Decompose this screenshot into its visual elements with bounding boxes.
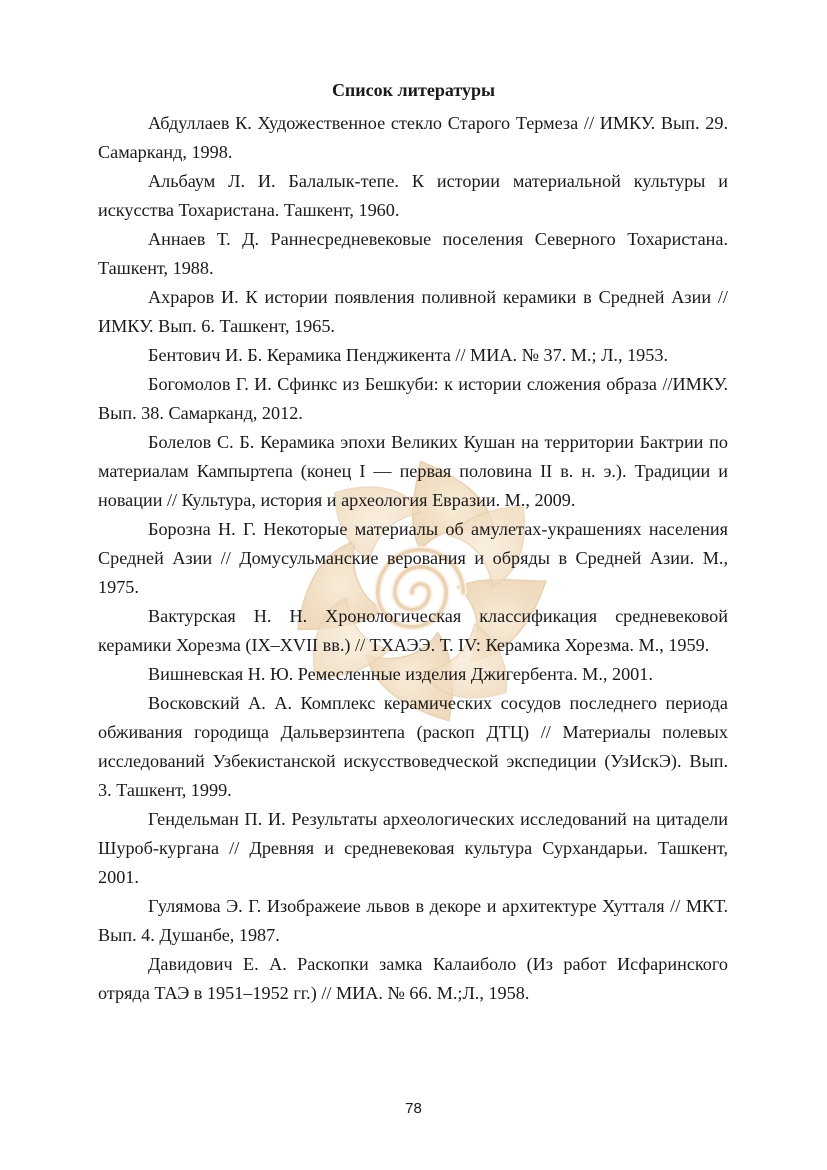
reference-item: Абдуллаев К. Художественное стекло Старого Термеза // ИМКУ. Вып. 29. Самарканд, 1998. — [98, 113, 728, 162]
reference-item: Гендельман П. И. Результаты археологических исследований на цитадели Шуроб-кургана // Древняя и средневековая культура Сурхандарьи. Ташкент, 2001. — [98, 809, 728, 887]
reference-item: Богомолов Г. И. Сфинкс из Бешкуби: к истории сложения образа //ИМКУ. Вып. 38. Самарканд, 2012. — [98, 374, 728, 423]
reference-item: Альбаум Л. И. Балалык-тепе. К истории материальной культуры и искусства Тохаристана. Ташкент, 1960. — [98, 171, 728, 220]
reference-item: Болелов С. Б. Керамика эпохи Великих Кушан на территории Бактрии по материалам Кампыртепа (конец I — первая половина II в. н. э.). Традиции и новации // Культура, история и археология Евразии. М., 2009. — [98, 432, 728, 510]
reference-item: Вактурская Н. Н. Хронологическая классификация средневековой керамики Хорезма (IX–XVII вв.) // ТХАЭЭ. Т. IV: Керамика Хорезма. М., 1959. — [98, 606, 728, 655]
reference-item: Аннаев Т. Д. Раннесредневековые поселения Северного Тохаристана. Ташкент, 1988. — [98, 229, 728, 278]
reference-item: Гулямова Э. Г. Изображеие львов в декоре и архитектуре Хутталя // МКТ. Вып. 4. Душанбе, 1987. — [98, 896, 728, 945]
reference-list — [98, 109, 728, 1008]
reference-item: Бентович И. Б. Керамика Пенджикента // МИА. № 37. М.; Л., 1953. — [148, 345, 668, 365]
bibliography-title: Список литературы — [331, 80, 496, 100]
reference-item: Восковский А. А. Комплекс керамических сосудов последнего периода обживания городища Дальверзинтепа (раскоп ДТЦ) // Материалы полевых исследований Узбекистанской искусствоведческой экспедиции (УзИскЭ). Вып. 3. Ташкент, 1999. — [98, 693, 728, 800]
reference-item: Борозна Н. Г. Некоторые материалы об амулетах-украшениях населения Средней Азии // Домусульманские верования и обряды в Средней Азии. М., 1975. — [98, 519, 728, 597]
reference-item: Вишневская Н. Ю. Ремесленные изделия Джигербента. М., 2001. — [148, 664, 653, 684]
reference-item: Давидович Е. А. Раскопки замка Калаиболо (Из работ Исфаринского отряда ТАЭ в 1951–1952 гг.) // МИА. № 66. М.;Л., 1958. — [98, 954, 728, 1003]
page-number: 78 — [405, 1100, 422, 1117]
reference-item: Ахраров И. К истории появления поливной керамики в Средней Азии //ИМКУ. Вып. 6. Ташкент, 1965. — [98, 287, 728, 336]
